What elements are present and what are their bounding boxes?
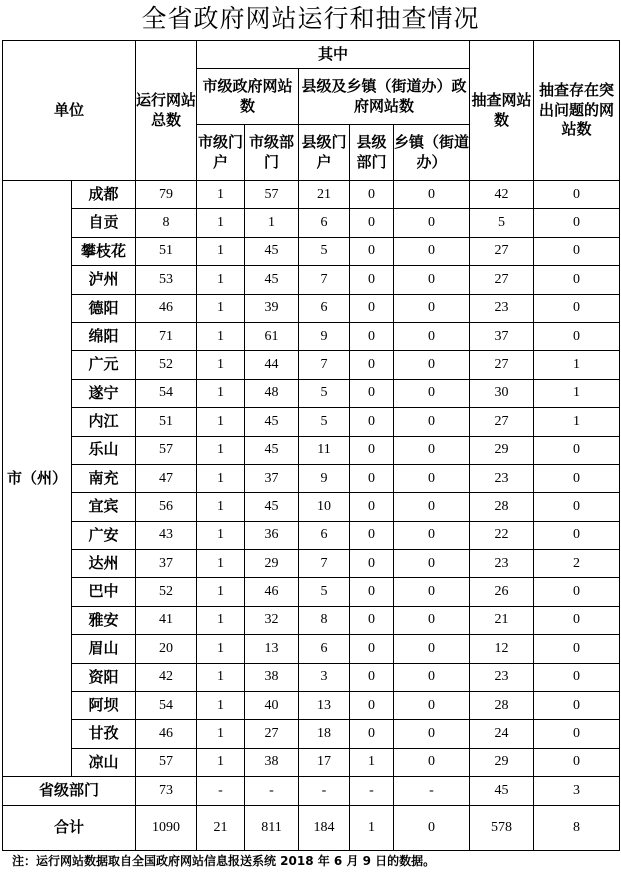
cell-city-dept: -: [245, 777, 299, 806]
cell-city-dept: 45: [245, 436, 299, 464]
cell-sampled: 26: [470, 578, 534, 606]
row-city-name: 凉山: [72, 748, 136, 776]
cell-total: 1090: [136, 806, 197, 851]
cell-county-dept: 0: [350, 635, 394, 663]
cell-city-dept: 811: [245, 806, 299, 851]
cell-total: 46: [136, 720, 197, 748]
cell-total: 43: [136, 521, 197, 549]
cell-county-portal: 13: [299, 692, 350, 720]
cell-city-dept: 36: [245, 521, 299, 549]
cell-problems: 0: [534, 294, 620, 322]
cell-sampled: 23: [470, 550, 534, 578]
cell-total: 56: [136, 493, 197, 521]
cell-total: 8: [136, 209, 197, 237]
cell-city-portal: 1: [197, 266, 245, 294]
cell-total: 51: [136, 237, 197, 265]
cell-city-portal: 1: [197, 720, 245, 748]
group-label: 市（州）: [3, 181, 72, 777]
cell-township: 0: [394, 748, 470, 776]
cell-sampled: 23: [470, 294, 534, 322]
header-county-portal: 县级门户: [299, 125, 350, 181]
cell-city-portal: 1: [197, 663, 245, 691]
header-city-level: 市级政府网站数: [197, 69, 299, 125]
cell-city-dept: 48: [245, 379, 299, 407]
cell-total: 37: [136, 550, 197, 578]
cell-township: 0: [394, 606, 470, 634]
cell-total: 52: [136, 578, 197, 606]
cell-county-dept: 0: [350, 408, 394, 436]
cell-total: 20: [136, 635, 197, 663]
cell-problems: 0: [534, 692, 620, 720]
cell-sampled: 37: [470, 322, 534, 350]
cell-city-portal: 1: [197, 493, 245, 521]
cell-problems: 0: [534, 266, 620, 294]
cell-county-dept: 0: [350, 237, 394, 265]
cell-county-portal: 8: [299, 606, 350, 634]
cell-city-dept: 57: [245, 181, 299, 209]
table-row: [3, 663, 620, 691]
cell-sampled: 12: [470, 635, 534, 663]
cell-problems: 0: [534, 209, 620, 237]
cell-sampled: 23: [470, 464, 534, 492]
cell-sampled: 24: [470, 720, 534, 748]
cell-city-portal: 1: [197, 181, 245, 209]
cell-total: 54: [136, 379, 197, 407]
cell-problems: 0: [534, 464, 620, 492]
cell-sampled: 29: [470, 436, 534, 464]
cell-city-portal: 1: [197, 635, 245, 663]
header-among: 其中: [197, 41, 470, 69]
header-township: 乡镇（街道办）: [394, 125, 470, 181]
row-city-name: 广安: [72, 521, 136, 549]
cell-city-dept: 61: [245, 322, 299, 350]
header-county-level: 县级及乡镇（街道办）政府网站数: [299, 69, 470, 125]
cell-county-dept: 0: [350, 351, 394, 379]
cell-township: 0: [394, 464, 470, 492]
cell-township: 0: [394, 493, 470, 521]
header-city-portal: 市级门户: [197, 125, 245, 181]
footnote: 注：运行网站数据取自全国政府网站信息报送系统 2018 年 6 月 9 日的数据。: [12, 854, 436, 868]
website-stats-table: [2, 40, 620, 851]
cell-city-portal: 1: [197, 209, 245, 237]
cell-county-portal: 5: [299, 408, 350, 436]
cell-sampled: 22: [470, 521, 534, 549]
cell-city-portal: 1: [197, 606, 245, 634]
page-title: 全省政府网站运行和抽查情况: [141, 4, 480, 33]
table-row: [3, 635, 620, 663]
cell-sampled: 29: [470, 748, 534, 776]
cell-county-portal: 21: [299, 181, 350, 209]
cell-township: -: [394, 777, 470, 806]
table-row: [3, 408, 620, 436]
cell-sampled: 5: [470, 209, 534, 237]
cell-problems: 0: [534, 635, 620, 663]
cell-city-portal: 21: [197, 806, 245, 851]
cell-city-portal: 1: [197, 322, 245, 350]
cell-county-portal: 6: [299, 209, 350, 237]
cell-problems: 0: [534, 521, 620, 549]
cell-sampled: 42: [470, 181, 534, 209]
row-city-name: 成都: [72, 181, 136, 209]
row-city-name: 乐山: [72, 436, 136, 464]
row-total: [3, 806, 620, 851]
cell-city-dept: 1: [245, 209, 299, 237]
cell-county-dept: 0: [350, 493, 394, 521]
cell-city-dept: 38: [245, 748, 299, 776]
cell-county-portal: 7: [299, 550, 350, 578]
cell-township: 0: [394, 322, 470, 350]
header-unit: 单位: [3, 41, 136, 181]
cell-city-portal: 1: [197, 692, 245, 720]
cell-city-dept: 29: [245, 550, 299, 578]
cell-city-portal: 1: [197, 408, 245, 436]
cell-city-dept: 27: [245, 720, 299, 748]
cell-county-dept: 0: [350, 464, 394, 492]
table-row: [3, 351, 620, 379]
cell-city-portal: 1: [197, 379, 245, 407]
cell-total: 71: [136, 322, 197, 350]
cell-city-dept: 45: [245, 237, 299, 265]
cell-city-portal: 1: [197, 578, 245, 606]
cell-city-dept: 44: [245, 351, 299, 379]
cell-problems: 1: [534, 351, 620, 379]
cell-total: 42: [136, 663, 197, 691]
cell-township: 0: [394, 720, 470, 748]
cell-county-dept: 0: [350, 606, 394, 634]
cell-county-portal: 6: [299, 294, 350, 322]
row-city-name: 绵阳: [72, 322, 136, 350]
cell-problems: 2: [534, 550, 620, 578]
cell-city-portal: -: [197, 777, 245, 806]
cell-county-portal: 5: [299, 379, 350, 407]
cell-township: 0: [394, 294, 470, 322]
table-row: [3, 692, 620, 720]
cell-total: 51: [136, 408, 197, 436]
cell-problems: 0: [534, 237, 620, 265]
cell-sampled: 27: [470, 237, 534, 265]
cell-county-portal: 6: [299, 521, 350, 549]
row-provincial: [3, 777, 620, 806]
cell-city-dept: 45: [245, 493, 299, 521]
cell-city-dept: 45: [245, 408, 299, 436]
row-city-name: 内江: [72, 408, 136, 436]
row-city-name: 甘孜: [72, 720, 136, 748]
cell-township: 0: [394, 237, 470, 265]
cell-township: 0: [394, 521, 470, 549]
cell-city-portal: 1: [197, 748, 245, 776]
cell-problems: 1: [534, 408, 620, 436]
table-row: [3, 209, 620, 237]
cell-county-portal: -: [299, 777, 350, 806]
cell-county-dept: 0: [350, 379, 394, 407]
cell-county-dept: 1: [350, 806, 394, 851]
cell-county-dept: 0: [350, 720, 394, 748]
cell-township: 0: [394, 266, 470, 294]
table-row: [3, 322, 620, 350]
cell-city-portal: 1: [197, 237, 245, 265]
table-row: [3, 748, 620, 776]
cell-sampled: 578: [470, 806, 534, 851]
cell-total: 57: [136, 748, 197, 776]
cell-city-portal: 1: [197, 436, 245, 464]
cell-township: 0: [394, 806, 470, 851]
header-city-dept: 市级部门: [245, 125, 299, 181]
row-provincial-label: 省级部门: [3, 777, 136, 806]
cell-total: 53: [136, 266, 197, 294]
cell-county-portal: 9: [299, 322, 350, 350]
cell-county-portal: 7: [299, 266, 350, 294]
cell-county-dept: 0: [350, 209, 394, 237]
cell-city-dept: 38: [245, 663, 299, 691]
cell-county-portal: 5: [299, 578, 350, 606]
cell-city-portal: 1: [197, 351, 245, 379]
row-city-name: 阿坝: [72, 692, 136, 720]
cell-total: 52: [136, 351, 197, 379]
cell-total: 73: [136, 777, 197, 806]
cell-total: 57: [136, 436, 197, 464]
cell-county-dept: -: [350, 777, 394, 806]
row-city-name: 自贡: [72, 209, 136, 237]
cell-city-dept: 37: [245, 464, 299, 492]
cell-county-portal: 17: [299, 748, 350, 776]
cell-total: 47: [136, 464, 197, 492]
cell-problems: 0: [534, 663, 620, 691]
cell-city-dept: 13: [245, 635, 299, 663]
cell-problems: 0: [534, 181, 620, 209]
cell-township: 0: [394, 408, 470, 436]
cell-total: 46: [136, 294, 197, 322]
cell-county-portal: 18: [299, 720, 350, 748]
row-city-name: 遂宁: [72, 379, 136, 407]
table-row: [3, 493, 620, 521]
cell-county-dept: 0: [350, 322, 394, 350]
table-row: [3, 436, 620, 464]
row-city-name: 广元: [72, 351, 136, 379]
table-row: [3, 181, 620, 209]
cell-city-portal: 1: [197, 464, 245, 492]
cell-township: 0: [394, 635, 470, 663]
header-total: 运行网站总数: [136, 41, 197, 181]
cell-county-dept: 0: [350, 436, 394, 464]
cell-county-dept: 0: [350, 663, 394, 691]
cell-city-dept: 39: [245, 294, 299, 322]
cell-problems: 8: [534, 806, 620, 851]
table-row: [3, 550, 620, 578]
table-row: [3, 521, 620, 549]
cell-sampled: 28: [470, 692, 534, 720]
cell-problems: 0: [534, 720, 620, 748]
row-city-name: 资阳: [72, 663, 136, 691]
cell-sampled: 30: [470, 379, 534, 407]
cell-sampled: 45: [470, 777, 534, 806]
table-row: [3, 578, 620, 606]
cell-city-dept: 45: [245, 266, 299, 294]
row-city-name: 雅安: [72, 606, 136, 634]
row-city-name: 眉山: [72, 635, 136, 663]
cell-township: 0: [394, 550, 470, 578]
cell-sampled: 21: [470, 606, 534, 634]
cell-township: 0: [394, 578, 470, 606]
cell-county-portal: 6: [299, 635, 350, 663]
cell-county-portal: 3: [299, 663, 350, 691]
cell-county-dept: 0: [350, 266, 394, 294]
header-problems: 抽查存在突出问题的网站数: [534, 41, 620, 181]
cell-township: 0: [394, 663, 470, 691]
cell-total: 54: [136, 692, 197, 720]
cell-township: 0: [394, 351, 470, 379]
cell-sampled: 23: [470, 663, 534, 691]
cell-county-portal: 11: [299, 436, 350, 464]
cell-sampled: 27: [470, 408, 534, 436]
cell-city-portal: 1: [197, 550, 245, 578]
table-row: [3, 294, 620, 322]
cell-problems: 3: [534, 777, 620, 806]
cell-problems: 0: [534, 322, 620, 350]
cell-township: 0: [394, 181, 470, 209]
header-county-dept: 县级部门: [350, 125, 394, 181]
table-row: [3, 464, 620, 492]
cell-city-portal: 1: [197, 521, 245, 549]
row-total-label: 合计: [3, 806, 136, 851]
cell-city-dept: 32: [245, 606, 299, 634]
table-row: [3, 720, 620, 748]
cell-county-portal: 5: [299, 237, 350, 265]
cell-county-portal: 10: [299, 493, 350, 521]
row-city-name: 南充: [72, 464, 136, 492]
cell-problems: 0: [534, 606, 620, 634]
cell-county-dept: 0: [350, 294, 394, 322]
cell-county-dept: 0: [350, 181, 394, 209]
cell-city-dept: 46: [245, 578, 299, 606]
row-city-name: 宜宾: [72, 493, 136, 521]
cell-total: 79: [136, 181, 197, 209]
cell-county-dept: 0: [350, 521, 394, 549]
header-sampled: 抽查网站数: [470, 41, 534, 181]
row-city-name: 巴中: [72, 578, 136, 606]
cell-problems: 0: [534, 748, 620, 776]
cell-problems: 0: [534, 436, 620, 464]
row-city-name: 德阳: [72, 294, 136, 322]
cell-county-dept: 0: [350, 550, 394, 578]
cell-total: 41: [136, 606, 197, 634]
row-city-name: 攀枝花: [72, 237, 136, 265]
table-row: [3, 606, 620, 634]
cell-township: 0: [394, 379, 470, 407]
cell-county-portal: 9: [299, 464, 350, 492]
table-row: [3, 379, 620, 407]
cell-problems: 0: [534, 578, 620, 606]
cell-city-portal: 1: [197, 294, 245, 322]
cell-problems: 0: [534, 493, 620, 521]
cell-problems: 1: [534, 379, 620, 407]
cell-county-dept: 0: [350, 692, 394, 720]
cell-sampled: 27: [470, 351, 534, 379]
cell-county-dept: 0: [350, 578, 394, 606]
cell-county-portal: 7: [299, 351, 350, 379]
table-row: [3, 266, 620, 294]
cell-city-dept: 40: [245, 692, 299, 720]
cell-county-dept: 1: [350, 748, 394, 776]
row-city-name: 达州: [72, 550, 136, 578]
cell-sampled: 27: [470, 266, 534, 294]
cell-county-portal: 184: [299, 806, 350, 851]
cell-township: 0: [394, 692, 470, 720]
cell-township: 0: [394, 436, 470, 464]
table-row: [3, 237, 620, 265]
row-city-name: 泸州: [72, 266, 136, 294]
cell-sampled: 28: [470, 493, 534, 521]
cell-township: 0: [394, 209, 470, 237]
